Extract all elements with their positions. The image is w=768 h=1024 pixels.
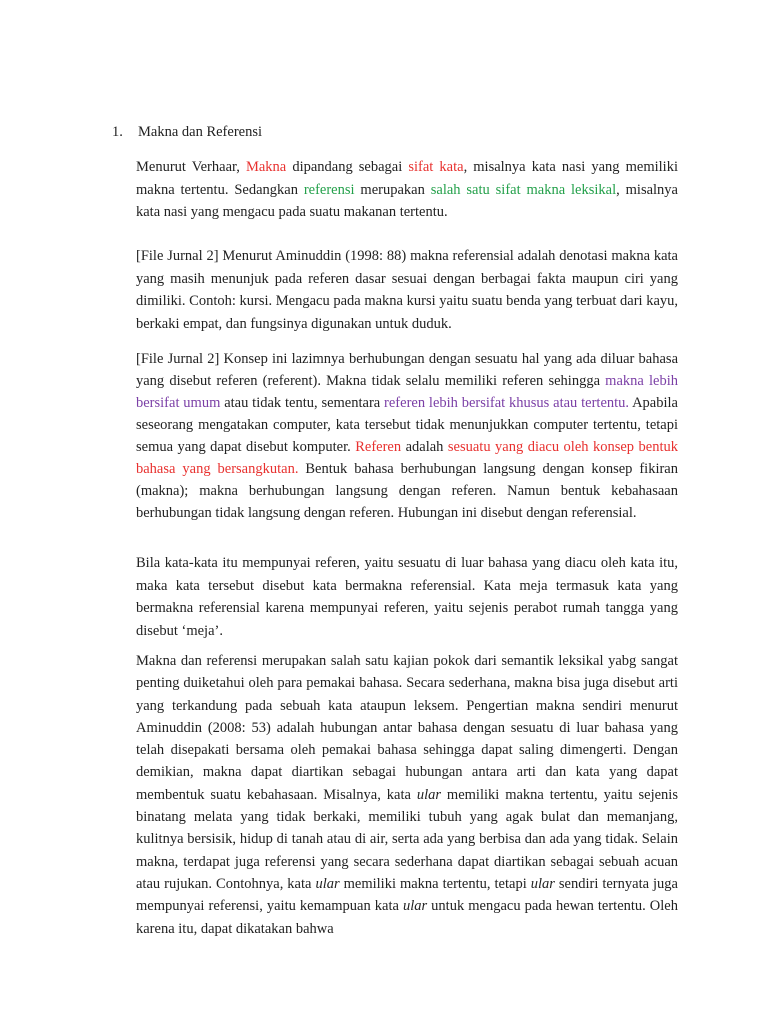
text-run: , misalnya kata nasi yang mengacu pada suatu makanan tertentu. [136, 181, 678, 220]
paragraph-verhaar [136, 156, 678, 224]
text-run: Menurut Verhaar, [136, 159, 246, 175]
highlight-makna: Makna [245, 159, 287, 175]
text-run: memiliki makna tertentu, yaitu sejenis binatang melata yang tidak berkaki, memiliki tubuh yang agak bulat dan memanjang, kulitnya bersisik, hidup di tanah atau di air, serta ada yang berbisa dan ada yang tidak. Selain makna, terdapat juga referensi yang secara sederhana dapat diartikan sebagai sebuah acuan atau rujukan. Contohnya, kata [136, 786, 678, 892]
highlight-makna-umum: makna lebih bersifat umum [136, 373, 678, 411]
text-run: [File Jurnal 2] Konsep ini lazimnya berhubungan dengan sesuatu hal yang ada diluar bahasa yang disebut referen (referent). Makna tidak selalu memiliki referen sehingga [136, 351, 678, 389]
highlight-sifat-kata: sifat kata [408, 159, 464, 175]
text-run: dipandang sebagai [286, 159, 409, 175]
highlight-referen-khusus: referen lebih bersifat khusus atau tertentu. [384, 395, 630, 411]
paragraph-makna-referensi [136, 650, 678, 940]
highlight-referen: Referen [355, 439, 402, 455]
section-heading [112, 122, 262, 142]
text-run: memiliki makna tertentu, tetapi [339, 875, 531, 892]
text-run: adalah [401, 439, 448, 455]
text-run: Makna dan referensi merupakan salah satu kajian pokok dari semantik leksikal yabg sangat penting duiketahui oleh para pemakai bahasa. Secara sederhana, makna bisa juga disebut arti yang terkandung pada sebuah kata ataupun leksem. Pengertian makna sendiri menurut Aminuddin (2008: 53) adalah hubungan antar bahasa dengan sesuatu di luar bahasa yang telah disepakati bersama oleh pemakai bahasa sehingga dapat saling dimengerti. Dengan demikian, makna dapat diartikan sebagai hubungan antara arti dan kata yang dapat membentuk suatu kebahasaan. Misalnya, kata [136, 653, 678, 803]
highlight-sesuatu: sesuatu yang diacu oleh konsep bentuk bahasa yang bersangkutan. [136, 439, 678, 477]
paragraph-konsep [136, 348, 678, 524]
text-run: untuk mengacu pada hewan tertentu. Oleh karena itu, dapat dikatakan bahwa [136, 898, 678, 937]
highlight-salah-satu: salah satu sifat makna leksikal [430, 181, 617, 198]
text-run: sendiri ternyata juga mempunyai referensi, yaitu kemampuan kata [136, 875, 678, 915]
italic-ular: ular [416, 786, 442, 803]
highlight-referensi: referensi [303, 181, 355, 198]
italic-ular: ular [530, 875, 555, 892]
italic-ular: ular [402, 898, 428, 915]
paragraph-aminuddin-1998: [File Jurnal 2] Menurut Aminuddin (1998: 88) makna referensial adalah denotasi makna kata yang masih menunjuk pada referen dasar sesuai dengan berbagai fakta maupun ciri yang dimiliki. Contoh: kursi. Mengacu pada makna kursi yaitu suatu benda yang terbuat dari kayu, berkaki empat, dan fungsinya digunakan untuk duduk. [136, 248, 679, 332]
text-run: merupakan [354, 181, 431, 198]
paragraph-meja: Bila kata-kata itu mempunyai referen, yaitu sesuatu di luar bahasa yang diacu oleh kata itu, maka kata tersebut disebut kata bermakna referensial. Kata meja termasuk kata yang bermakna referensial karena mempunyai referen, yaitu sejenis perabot rumah tangga yang disebut ‘meja’. [136, 555, 678, 639]
italic-ular: ular [315, 875, 340, 892]
heading-title: Makna dan Referensi [138, 124, 263, 140]
text-run: Bentuk bahasa berhubungan langsung dengan konsep fikiran (makna); makna berhubungan langsung dengan referen. Namun bentuk kebahasaan berhubungan tidak langsung dengan referen. Hubungan ini disebut dengan referensial. [136, 461, 678, 521]
text-run: , misalnya kata nasi yang memiliki makna tertentu. Sedangkan [136, 159, 678, 198]
text-run: atau tidak tentu, sementara [220, 395, 385, 411]
heading-number: 1. [112, 124, 123, 140]
text-run: Apabila seseorang mengatakan computer, kata tersebut tidak menunjukkan computer tertentu, tetapi semua yang dapat disebut komputer. [136, 395, 678, 455]
